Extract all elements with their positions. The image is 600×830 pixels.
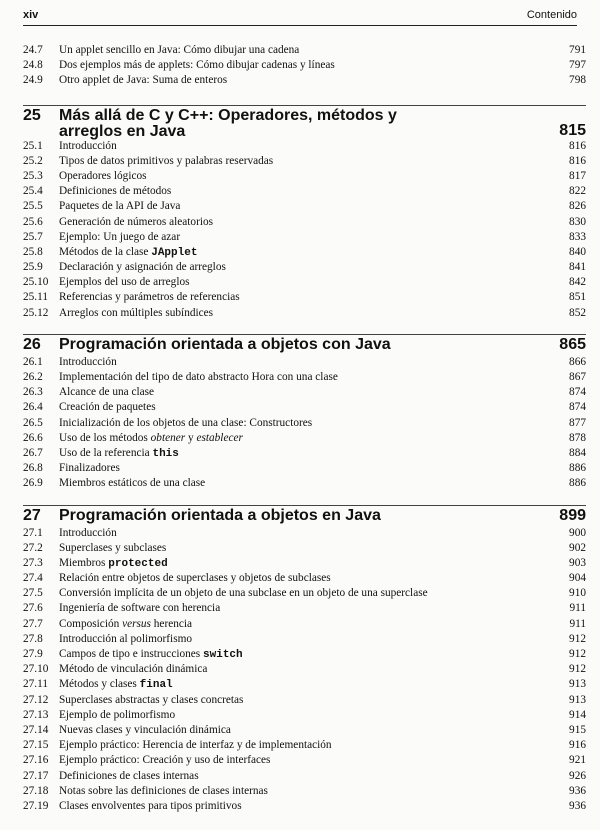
section-number: 27.11 xyxy=(23,678,48,691)
section-title-text: Miembros estáticos de una clase xyxy=(59,477,206,490)
chapter-title: Más allá de C y C++: Operadores, métodos y arreglos en Java xyxy=(59,106,397,140)
section-title-text: Superclases abstractas y clases concretas xyxy=(59,693,244,706)
section-title xyxy=(59,370,338,385)
section-number: 25.8 xyxy=(23,245,43,258)
code-keyword: protected xyxy=(108,557,168,570)
code-keyword: final xyxy=(139,679,173,692)
section-number: 25.3 xyxy=(23,169,43,182)
section-title xyxy=(59,154,273,169)
toc-entry xyxy=(23,556,586,571)
chapter-heading xyxy=(23,105,586,139)
section-page: 910 xyxy=(569,587,586,600)
section-title-text: Campos de tipo e instrucciones xyxy=(59,648,201,660)
section-title xyxy=(59,215,213,230)
section-title xyxy=(59,601,220,616)
section-page: 912 xyxy=(569,648,586,660)
section-number: 25.2 xyxy=(23,154,43,167)
section-page: 884 xyxy=(569,446,586,459)
section-page: 797 xyxy=(569,59,586,72)
section-title-text: Definiciones de clases internas xyxy=(59,769,199,782)
section-page: 840 xyxy=(569,245,586,258)
section-title-text: Relación entre objetos de superclases y objetos de subclases xyxy=(59,572,331,585)
toc-entry xyxy=(23,230,586,245)
toc-entry xyxy=(23,693,586,708)
toc-entry xyxy=(23,526,586,541)
section-title xyxy=(59,245,197,261)
chapter-number: 25 xyxy=(23,106,41,124)
section-title-text: Arreglos con múltiples subíndices xyxy=(59,306,214,319)
section-title xyxy=(59,230,180,245)
toc-entry xyxy=(23,662,586,677)
page-header xyxy=(23,9,577,26)
section-number: 27.6 xyxy=(23,602,43,615)
section-number: 25.6 xyxy=(23,215,43,228)
section-title-text: Implementación del tipo de dato abstracto Hora con una clase xyxy=(59,371,338,383)
toc-entry xyxy=(23,769,586,784)
section-number: 25.12 xyxy=(23,306,49,319)
section-page: 798 xyxy=(569,74,586,87)
toc-entry xyxy=(23,169,586,184)
toc-entry xyxy=(23,431,586,446)
section-number: 27.15 xyxy=(23,739,49,752)
toc-entry xyxy=(23,43,586,58)
section-title xyxy=(59,799,242,814)
section-title xyxy=(59,647,243,663)
section-page: 936 xyxy=(569,784,586,797)
section-page: 903 xyxy=(569,556,586,569)
section-title xyxy=(59,260,226,275)
toc-entry xyxy=(23,601,586,616)
section-title-text: Declaración y asignación de arreglos xyxy=(59,261,226,274)
toc-entry xyxy=(23,416,586,431)
section-number: 27.2 xyxy=(23,541,43,554)
section-title xyxy=(59,431,243,446)
section-page: 926 xyxy=(569,769,586,782)
section-page: 911 xyxy=(569,617,586,630)
section-page: 886 xyxy=(569,462,586,475)
section-title-text: Un applet sencillo en Java: Cómo dibujar una cadena xyxy=(59,44,300,56)
toc-entry xyxy=(23,708,586,723)
toc-entry xyxy=(23,738,586,753)
section-title-text: Tipos de datos primitivos y palabras reservadas xyxy=(59,154,274,167)
section-title-text: Composición versus herencia xyxy=(59,617,193,630)
page-number: xiv xyxy=(23,9,39,21)
toc-entry xyxy=(23,461,586,476)
section-title xyxy=(59,169,147,184)
section-title-text: Introducción xyxy=(59,526,117,539)
section-number: 27.18 xyxy=(23,784,49,797)
section-page: 886 xyxy=(569,477,586,490)
toc-entry xyxy=(23,400,586,415)
section-title xyxy=(59,400,156,415)
toc-entry xyxy=(23,306,586,321)
section-title xyxy=(59,385,154,400)
section-number: 25.10 xyxy=(23,276,49,289)
section-number: 27.19 xyxy=(23,799,49,812)
section-page: 874 xyxy=(569,401,586,414)
toc-entry xyxy=(23,355,586,370)
section-title xyxy=(59,476,205,491)
section-page: 900 xyxy=(569,526,586,539)
section-title-text: Nuevas clases y vinculación dinámica xyxy=(59,723,231,736)
toc-entry xyxy=(23,571,586,586)
toc-entry xyxy=(23,290,586,305)
section-page: 826 xyxy=(569,200,586,213)
section-number: 27.8 xyxy=(23,632,43,645)
section-number: 27.5 xyxy=(23,587,43,600)
chapter-title: Programación orientada a objetos con Java xyxy=(59,335,391,353)
chapter-number: 27 xyxy=(23,506,41,524)
toc-entry xyxy=(23,184,586,199)
section-number: 25.1 xyxy=(23,139,43,152)
section-title xyxy=(59,73,227,88)
section-title xyxy=(59,693,243,708)
section-title xyxy=(59,677,173,693)
section-page: 842 xyxy=(569,276,586,289)
section-title-text: Creación de paquetes xyxy=(59,401,156,414)
section-page: 852 xyxy=(569,306,586,319)
section-page: 816 xyxy=(569,139,586,152)
toc-entry xyxy=(23,58,586,73)
toc-entry xyxy=(23,139,586,154)
section-number: 25.11 xyxy=(23,291,48,304)
section-title-text: Ejemplos del uso de arreglos xyxy=(59,276,190,289)
section-number: 24.7 xyxy=(23,44,43,56)
section-number: 26.3 xyxy=(23,386,43,399)
section-title-text: Clases envolventes para tipos primitivos xyxy=(59,799,242,812)
section-title xyxy=(59,43,299,58)
section-title-text: Ejemplo práctico: Herencia de interfaz y de implementación xyxy=(59,739,332,752)
toc-entry xyxy=(23,799,586,814)
section-title xyxy=(59,708,175,723)
section-title xyxy=(59,632,192,647)
table-of-contents xyxy=(23,43,586,814)
section-number: 27.1 xyxy=(23,526,43,539)
section-page: 841 xyxy=(569,261,586,274)
section-page: 902 xyxy=(569,541,586,554)
section-number: 27.13 xyxy=(23,708,49,721)
section-title-text: Ejemplo: Un juego de azar xyxy=(59,230,181,243)
toc-entry xyxy=(23,541,586,556)
toc-entry xyxy=(23,647,586,662)
section-title-text: Superclases y subclases xyxy=(59,541,167,554)
section-title xyxy=(59,446,179,462)
section-title xyxy=(59,275,190,290)
section-title-text: Conversión implícita de un objeto de una subclase en un objeto de una superclase xyxy=(59,587,428,600)
section-title xyxy=(59,355,117,370)
section-title xyxy=(59,753,270,768)
toc-entry xyxy=(23,245,586,260)
section-page: 921 xyxy=(569,754,586,767)
section-title-text: Operadores lógicos xyxy=(59,169,147,182)
section-title xyxy=(59,306,213,321)
toc-entry xyxy=(23,154,586,169)
section-page: 817 xyxy=(569,169,586,182)
toc-entry xyxy=(23,723,586,738)
section-page: 874 xyxy=(569,386,586,399)
chapter-title: Programación orientada a objetos en Java xyxy=(59,506,381,524)
section-title xyxy=(59,461,120,476)
section-page: 877 xyxy=(569,416,586,429)
section-page: 822 xyxy=(569,185,586,198)
section-title xyxy=(59,139,117,154)
section-title-text: Introducción al polimorfismo xyxy=(59,632,193,645)
chapter-number: 26 xyxy=(23,335,41,353)
section-title-text: Métodos y clases xyxy=(59,678,137,691)
section-title-text: Método de vinculación dinámica xyxy=(59,663,208,676)
chapter-heading xyxy=(23,334,586,355)
section-number: 27.14 xyxy=(23,723,49,736)
section-title xyxy=(59,556,168,572)
running-title: Contenido xyxy=(526,9,577,21)
section-title-text: Notas sobre las definiciones de clases internas xyxy=(59,784,268,797)
section-number: 26.8 xyxy=(23,462,43,475)
section-number: 27.7 xyxy=(23,617,43,630)
section-title xyxy=(59,769,199,784)
section-page: 916 xyxy=(569,739,586,752)
section-title-text: Métodos de la clase xyxy=(59,245,149,258)
toc-entry xyxy=(23,275,586,290)
section-title-text: Uso de la referencia xyxy=(59,446,150,459)
section-title-text: Inicialización de los objetos de una clase: Constructores xyxy=(59,416,313,429)
section-title-text: Referencias y parámetros de referencias xyxy=(59,291,240,304)
section-page: 816 xyxy=(569,154,586,167)
section-title-text: Miembros xyxy=(59,556,106,569)
chapter-page: 815 xyxy=(559,121,586,139)
chapter-heading xyxy=(23,505,586,526)
section-title xyxy=(59,199,180,214)
section-number: 27.10 xyxy=(23,663,49,676)
section-number: 27.9 xyxy=(23,648,43,660)
section-number: 25.5 xyxy=(23,200,43,213)
section-page: 878 xyxy=(569,431,586,444)
section-number: 27.12 xyxy=(23,693,49,706)
chapter-page: 899 xyxy=(559,506,586,524)
section-page: 913 xyxy=(569,678,586,691)
section-page: 914 xyxy=(569,708,586,721)
section-title-text: Introducción xyxy=(59,139,117,152)
section-number: 24.9 xyxy=(23,74,43,87)
section-page: 912 xyxy=(569,632,586,645)
section-title xyxy=(59,723,231,738)
toc-entry xyxy=(23,476,586,491)
section-number: 27.3 xyxy=(23,556,43,569)
section-number: 27.4 xyxy=(23,572,43,585)
section-title-text: Alcance de una clase xyxy=(59,386,155,399)
section-number: 26.5 xyxy=(23,416,43,429)
section-page: 913 xyxy=(569,693,586,706)
section-page: 911 xyxy=(569,602,586,615)
section-title-text: Ejemplo práctico: Creación y uso de interfaces xyxy=(59,754,271,767)
code-keyword: JApplet xyxy=(151,246,198,259)
toc-entry xyxy=(23,632,586,647)
section-title xyxy=(59,416,312,431)
section-number: 26.7 xyxy=(23,446,43,459)
chapter-page: 865 xyxy=(559,335,586,353)
section-number: 26.9 xyxy=(23,477,43,490)
section-title-text: Definiciones de métodos xyxy=(59,185,172,198)
section-title-text: Ejemplo de polimorfismo xyxy=(59,708,176,721)
section-page: 830 xyxy=(569,215,586,228)
toc-entry xyxy=(23,260,586,275)
section-page: 936 xyxy=(569,799,586,812)
toc-entry xyxy=(23,753,586,768)
toc-entry xyxy=(23,617,586,632)
code-keyword: this xyxy=(152,447,179,460)
section-title xyxy=(59,58,335,73)
section-title-text: Uso de los métodos obtener y establecer xyxy=(59,431,243,444)
section-number: 27.17 xyxy=(23,769,49,782)
section-title-text: Generación de números aleatorios xyxy=(59,215,214,228)
section-title-text: Paquetes de la API de Java xyxy=(59,200,181,213)
toc-entry xyxy=(23,370,586,385)
section-page: 833 xyxy=(569,230,586,243)
section-page: 915 xyxy=(569,723,586,736)
section-number: 26.6 xyxy=(23,431,43,444)
section-title xyxy=(59,784,268,799)
code-keyword: switch xyxy=(203,649,243,661)
section-number: 24.8 xyxy=(23,59,43,72)
section-number: 26.4 xyxy=(23,401,43,414)
toc-entry xyxy=(23,73,586,88)
section-title-text: Ingeniería de software con herencia xyxy=(59,602,221,615)
section-title xyxy=(59,571,331,586)
section-title-text: Introducción xyxy=(59,355,117,368)
section-title-text: Dos ejemplos más de applets: Cómo dibujar cadenas y líneas xyxy=(59,59,335,72)
toc-entry xyxy=(23,586,586,601)
section-title xyxy=(59,617,192,632)
section-page: 866 xyxy=(569,355,586,368)
toc-entry xyxy=(23,215,586,230)
toc-entry xyxy=(23,677,586,692)
section-number: 25.7 xyxy=(23,230,43,243)
section-page: 791 xyxy=(569,44,586,56)
section-number: 25.9 xyxy=(23,261,43,274)
section-number: 27.16 xyxy=(23,754,49,767)
section-number: 25.4 xyxy=(23,185,43,198)
section-page: 851 xyxy=(569,291,586,304)
toc-entry xyxy=(23,446,586,461)
section-title-text: Finalizadores xyxy=(59,462,120,475)
section-page: 912 xyxy=(569,663,586,676)
section-title xyxy=(59,662,207,677)
section-title xyxy=(59,586,428,601)
section-page: 867 xyxy=(569,371,586,383)
toc-entry xyxy=(23,385,586,400)
section-title xyxy=(59,184,171,199)
section-title xyxy=(59,526,117,541)
section-page: 904 xyxy=(569,572,586,585)
section-title xyxy=(59,541,166,556)
toc-entry xyxy=(23,199,586,214)
section-number: 26.1 xyxy=(23,355,43,368)
toc-entry xyxy=(23,784,586,799)
section-number: 26.2 xyxy=(23,371,43,383)
section-title xyxy=(59,738,332,753)
section-title xyxy=(59,290,240,305)
section-title-text: Otro applet de Java: Suma de enteros xyxy=(59,74,228,87)
